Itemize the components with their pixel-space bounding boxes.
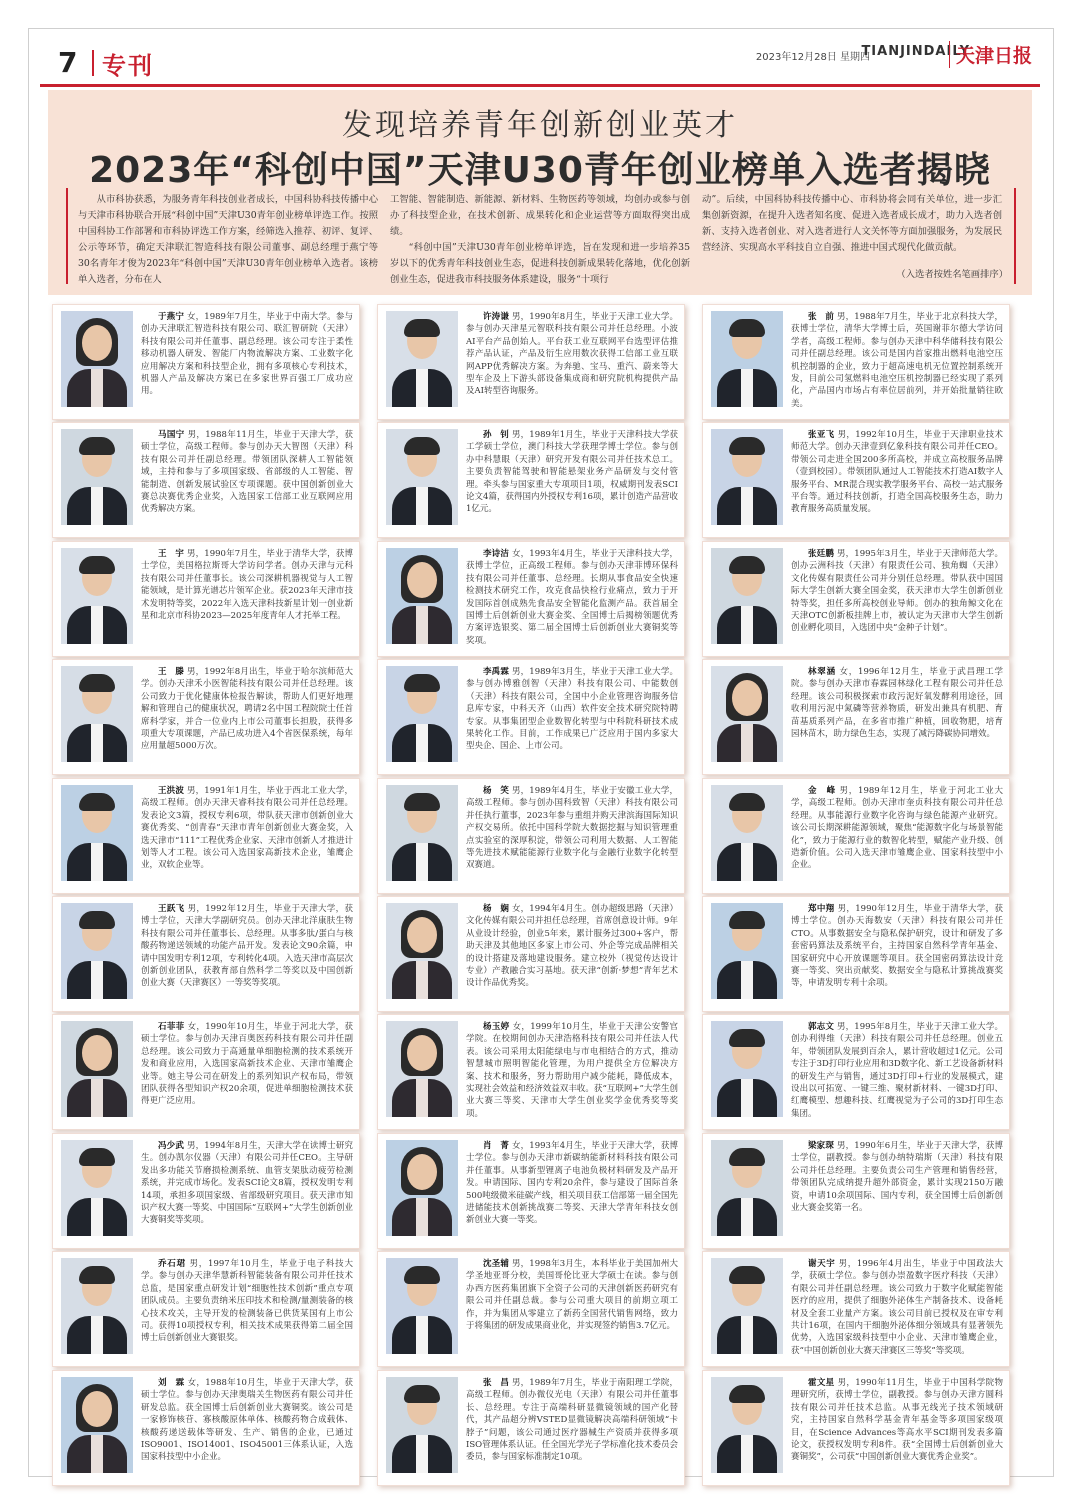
profile-bio: 男，1988年7月生，毕业于北京科技大学，获博士学位，清华大学博士后，英国谢菲尔德大学访问学者，高级工程师。参与创办天津中科华储科技有限公司并任副总经理。该公司是国内首家推出燃料电池空压机控制器的企业，致力于超高速电机无位置控制系统开发，目前公司氢燃料电池空压机控制器已经实现了系列化，产品国内市场占有率位居前列，并开始批量销往欧美。 bbox=[791, 312, 1003, 409]
profile-card bbox=[702, 896, 1010, 1012]
profile-card bbox=[52, 1251, 360, 1367]
profile-text bbox=[466, 429, 678, 533]
profile-bio: 女，1999年10月生，毕业于天津公安警官学院。在校期间创办天津浩格科技有限公司并任法人代表。该公司采用太阳能绿电与市电相结合的方式，推动智慧城市照明智能化管理，为用户提供全方位解决方案、技术和服务，努力帮助用户减少能耗，降低成本，实现社会效益和经济效益双丰收。获“互联网+”大学生创业大赛三等奖、天津市大学生创业奖学金优秀奖等奖项。 bbox=[466, 1022, 678, 1119]
profile-card bbox=[702, 1251, 1010, 1367]
profile-card bbox=[702, 1014, 1010, 1130]
profile-name: 王 滕 bbox=[158, 667, 185, 677]
profile-card bbox=[52, 1014, 360, 1130]
profile-bio: 男，1996年4月出生，毕业于中国政法大学，获硕士学位。参与创办崇盈数字医疗科技（天津）有限公司并任副总经理。该公司致力于数字化赋能智能医疗的应用，提供了细胞外泌体生产制备技术、设备耗材及全套工业量产方案。该公司目前已授权及在审专利共计16项，在国内干细胞外泌体细分领域具有显著领先优势，入选国家级科技型中小企业、天津市雏鹰企业，获“中国创新创业大赛天津赛区三等奖”等奖项。 bbox=[791, 1259, 1003, 1356]
profile-text bbox=[791, 1258, 1003, 1362]
portrait-photo bbox=[61, 429, 133, 525]
intro-paragraph: 动”。后续，中国科协科技传播中心、市科协将会同有关单位，进一步汇集创新资源，在提升入选者知名度、促进入选者成长成才，助力入选者创新、支持入选者创业、对入选者进行人文关怀等方面加强服务，为发展民营经济、实现高水平科技自立自强、推进中国式现代化做贡献。 bbox=[702, 194, 1002, 253]
profile-text bbox=[791, 1140, 1003, 1244]
profile-bio: 男，1990年11月生，毕业于中国科学院物理研究所，获博士学位，副教授。参与创办天津方圆科技有限公司并任技术总监。从事无线光子技术领域研究，主持国家自然科学基金青年基金等多项国家级项目，在Science Advances等高水平SCI期刊发表多篇论文，获授权发明专利8件。获“全国博士后创新创业大赛铜奖”，公司获“中国创新创业大赛优秀企业奖”。 bbox=[791, 1378, 1003, 1463]
profile-card bbox=[377, 1251, 685, 1367]
profile-name: 马国宁 bbox=[158, 430, 185, 440]
profile-card bbox=[377, 1370, 685, 1486]
profile-card bbox=[52, 659, 360, 775]
profile-name: 杨 娴 bbox=[483, 904, 510, 914]
profile-bio: 男，1992年8月出生，毕业于哈尔滨师范大学。创办天津禾小医智能科技有限公司并任总经理。该公司致力于优化健康体检报告解读，帮助人们更好地理解和管理自己的健康状况，聘请2名中国工程院院士任首席科学家，并合一位业内上市公司董事长担股，获得多项重大专项课题，产品已成功进入4个省医保系统，每年应用量超5000万次。 bbox=[141, 667, 353, 752]
profile-card bbox=[52, 1133, 360, 1249]
profile-card bbox=[377, 659, 685, 775]
issue-date: 2023年12月28日 星期四 bbox=[755, 52, 870, 63]
profile-name: 王 宇 bbox=[158, 549, 185, 559]
profile-name: 霍文星 bbox=[808, 1378, 835, 1388]
profile-card bbox=[377, 304, 685, 420]
portrait-photo bbox=[711, 903, 783, 999]
profile-card bbox=[702, 304, 1010, 420]
profile-name: 乔石珺 bbox=[158, 1259, 186, 1269]
portrait-photo bbox=[386, 311, 458, 407]
portrait-photo bbox=[386, 903, 458, 999]
profile-text bbox=[791, 1377, 1003, 1481]
profile-name: 李诗洁 bbox=[483, 549, 510, 559]
page-number: 7 bbox=[58, 46, 78, 79]
profile-name: 林翠涵 bbox=[808, 667, 836, 677]
profile-bio: 女，1988年10月生，毕业于天津大学，获硕士学位。参与创办天津奥瑞关生物医药有限公司并任研发总监。获全国博士后创新创业大赛铜奖。该公司是一家修饰核苷、寡核酸原体单体、核酸药物合成载体、核酸药递送载体等研发、生产、销售的企业，已通过ISO9001、ISO14001、ISO45001三体系认证，入选国家科技型中小企业。 bbox=[141, 1378, 353, 1463]
profile-card bbox=[52, 304, 360, 420]
intro-signature: （入选者按姓名笔画排序） bbox=[896, 269, 1008, 280]
profile-bio: 男，1997年10月生，毕业于电子科技大学。参与创办天津华慧新科智能装备有限公司并任技术总监，是国家重点研发计划“细胞性技术创新”重点专项团队成员。主要负责纳米压印技术和检测/量测装备的核心技术攻关，主导开发的检测装备已供货某国有上市公司。获得10项授权专利，相关技术成果获得第二届全国博士后创新创业大赛银奖。 bbox=[141, 1259, 353, 1344]
profile-text bbox=[466, 548, 678, 652]
profile-name: 于燕宁 bbox=[158, 312, 185, 322]
profile-card bbox=[377, 1133, 685, 1249]
profile-bio: 男，1992年12月生，毕业于天津大学，获博士学位，天津大学副研究员。创办天津北洋康肤生物科技有限公司并任董事长、总经理。从事多肽/蛋白与核酸药物递送领域的功能产品开发。发表论文90余篇，申请中国发明专利12项，专利转化4项。入选天津市高层次创新创业团队，获教育部自然科学二等奖以及中国创新创业大赛（天津赛区）一等奖等奖项。 bbox=[141, 904, 353, 989]
profile-name: 冯少武 bbox=[158, 1141, 185, 1151]
profile-name: 张 昌 bbox=[483, 1378, 510, 1388]
portrait-photo bbox=[386, 548, 458, 644]
intro-paragraph: 工智能、智能制造、新能源、新材料、生物医药等领域，均创办或参与创办了科技型企业，在技术创新、成果转化和企业运营等方面取得突出成绩。 bbox=[390, 194, 690, 237]
portrait-photo bbox=[386, 1140, 458, 1236]
portrait-photo bbox=[61, 1258, 133, 1354]
newspaper-logo: 天津日报 bbox=[949, 41, 1032, 68]
profile-text bbox=[791, 311, 1003, 415]
portrait-photo bbox=[386, 666, 458, 762]
profile-card bbox=[377, 1014, 685, 1130]
profile-name: 许涛谦 bbox=[483, 312, 510, 322]
intro-paragraph: 从市科协获悉，为服务青年科技创业者成长，中国科协科技传播中心与天津市科协联合开展“科创中国”天津U30青年创业榜单评选工作。按照中国科协工作部署和市科协评选工作方案，经筛选入推荐、初评、复评、公示等环节，确定天津联汇智造科技有限公司董事、副总经理于燕宁等30名青年才俊为2023年“科创中国”天津U30青年创业榜单入选者。该榜单入选者，分布在人 bbox=[78, 194, 378, 285]
profile-name: 王洪波 bbox=[158, 786, 185, 796]
profile-bio: 男，1990年7月生，毕业于清华大学，获博士学位，美国格拉斯哥大学访问学者。创办天津与元科技有限公司并任董事长。该公司深耕机器视觉与人工智能领域，是计算光谱芯片领军企业。获2023年天津市技术发明特等奖，2022年入选天津科技新星计划一创业新星和北京市科协2023—2025年度青年人才托举工程。 bbox=[141, 549, 353, 622]
profile-bio: 男，1998年3月生，本科毕业于美国加州大学圣地亚哥分校，美国哥伦比亚大学硕士在读。参与创办西方医药集团旗下全资子公司的天津创新医药研究有限公司并任副总裁。参与公司重大项目的前期立项工作，并为集团从零建立了新药全国营代销售网络，致力于将集团的研发成果商业化，并实现签约销售3.7亿元。 bbox=[466, 1259, 678, 1332]
portrait-photo bbox=[61, 1140, 133, 1236]
profile-bio: 男，1995年8月生，毕业于天津工业大学。创办利得维（天津）科技有限公司并任总经理。创业五年，带领团队发展到百余人，累计营收超过1亿元。公司专注于3D打印行业应用和3D数字化、新工艺设备新材料的研发生产与销售，通过3D打印+行业的发展模式，建设出以可拓宽、一键三维、聚材新材料、一键3D打印、红鹰模型、想趣科技、红鹰视觉为子公司的3D打印生态集团。 bbox=[791, 1022, 1003, 1119]
portrait-photo bbox=[61, 903, 133, 999]
profile-name: 郭志文 bbox=[808, 1022, 835, 1032]
profile-name: 金 峰 bbox=[808, 786, 836, 796]
profile-name: 梁家琛 bbox=[808, 1141, 835, 1151]
profile-text bbox=[141, 1377, 353, 1481]
header-rule bbox=[40, 84, 1040, 87]
profile-bio: 女，1996年12月生，毕业于武昌理工学院。参与创办天津市春霖园林绿化工程有限公司并任总经理。该公司积极探索市政污泥好氧发酵利用途径，回收利用污泥中氮磷等营养物质，研发出兼具有机肥、育苗基质系列产品，在多省市推广种植，回收物肥，培育园林苗木，助力绿色生态，实现了减污降碳协同增效。 bbox=[791, 667, 1003, 740]
profile-text bbox=[466, 1021, 678, 1125]
profile-text bbox=[466, 311, 678, 415]
profile-name: 杨 笑 bbox=[483, 786, 510, 796]
section-title: 专刊 bbox=[102, 52, 154, 80]
profile-text bbox=[141, 1021, 353, 1125]
profile-text bbox=[791, 903, 1003, 1007]
profile-bio: 男，1994年8月生，天津大学在读博士研究生。创办凯尔仪器（天津）有限公司并任CEO。主导研发出多功能关节磨损检测系统、血管支架肽动疲劳检测系统，并完成市场化。发表SCI论文8篇，授权发明专利14项，承担多项国家级、省部级研究项目。获天津市知识产权大赛一等奖、中国国际“互联网+”大学生创新创业大赛铜奖等奖项。 bbox=[141, 1141, 353, 1226]
profile-text bbox=[466, 666, 678, 770]
profile-text bbox=[141, 548, 353, 652]
profile-text bbox=[466, 1258, 678, 1362]
profile-name: 李禹霖 bbox=[483, 667, 510, 677]
profile-text bbox=[141, 903, 353, 1007]
portrait-photo bbox=[61, 1021, 133, 1117]
profile-text bbox=[791, 785, 1003, 889]
portrait-photo bbox=[711, 1140, 783, 1236]
portrait-photo bbox=[61, 1377, 133, 1473]
profile-name: 张亚飞 bbox=[808, 430, 835, 440]
portrait-photo bbox=[61, 785, 133, 881]
profile-card bbox=[377, 778, 685, 894]
profile-card bbox=[52, 896, 360, 1012]
profile-name: 刘 霖 bbox=[158, 1378, 185, 1388]
portrait-photo bbox=[711, 666, 783, 762]
profile-text bbox=[791, 548, 1003, 652]
profile-text bbox=[141, 1140, 353, 1244]
page-header bbox=[40, 40, 1040, 80]
profile-card bbox=[702, 541, 1010, 657]
portrait-photo bbox=[61, 548, 133, 644]
profile-bio: 男，1989年12月生，毕业于河北工业大学，高级工程师。创办天津市奎贞科技有限公司并任总经理。从事能源行业数字化咨询与绿色能源产业研究。该公司长期深耕能源领域，聚焦“能源数字化与场景智能化”，致力于能源行业的数智化转型，赋能产业升级、创造新价值。公司入选天津市雏鹰企业、国家科技型中小企业。 bbox=[791, 786, 1003, 871]
profile-bio: 男，1989年1月生，毕业于天津科技大学获工学硕士学位，澳门科技大学获理学博士学位。参与创办中科慧眼（天津）研究开发有限公司并任技术总工。主要负责智能驾驶和智能悬架业务产品研发与交付管理。牵头参与国家重大专项项目1项，权威期刊发表SCI论文4篇，获得国内外授权专利16项，累计创造产品营收1亿元。 bbox=[466, 430, 678, 515]
paper-name: TIANJINDAILY bbox=[861, 44, 970, 59]
profile-bio: 男，1989年3月生，毕业于天津工业大学。参与创办博雅创智（天津）科技有限公司、中能数创（天津）科技有限公司，全国中小企业管理咨询服务信息库专家，中科天齐（山西）软件安全技术研究院特聘专家。从事集团型企业数智化转型与中科院科研技术成果转化工作。目前，工作成果已广泛应用于国内多家大型央企、国企、上市公司。 bbox=[466, 667, 678, 752]
portrait-photo bbox=[386, 1258, 458, 1354]
portrait-photo bbox=[61, 666, 133, 762]
profile-text bbox=[141, 311, 353, 415]
profile-text bbox=[141, 785, 353, 889]
portrait-photo bbox=[61, 311, 133, 407]
portrait-photo bbox=[386, 1377, 458, 1473]
profile-bio: 女，1993年4月生，毕业于天津大学，获博士学位。参与创办天津市新碳纳能新材料科技有限公司并任董事。从事新型锂离子电池负极材料研发及产品开发。申请国际、国内专利20余件，参与建设了国际首条500吨级微米硅碳产线，相关项目获工信部第一届全国先进储能技术创新挑战赛二等奖、天津大学青年科技女创新创业大赛一等奖。 bbox=[466, 1141, 678, 1226]
profile-card bbox=[702, 778, 1010, 894]
profile-bio: 女，1993年4月生，毕业于天津科技大学，获博士学位，正高级工程师。参与创办天津菲博环保科技有限公司并任董事、总经理。长期从事食品安全快速检测技术研究工作，攻克食品快检行业痛点，致力于开发国际首创成熟先食品安全智能化监测产品。获首届全国博士后创新创业大赛金奖、全国博士后揭榜领题优秀方案评选银奖、第二届全国博士后创新创业大赛铜奖等奖项。 bbox=[466, 549, 678, 646]
intro-column-2 bbox=[390, 192, 690, 288]
profile-bio: 男，1989年7月生，毕业于南阳理工学院，高级工程师。创办微仪光电（天津）有限公司并任董事长、总经理。专注于高端科研显微镜领域的国产化替代，其产品超分辨VSTED显微镜解决高端科研领域“卡脖子”问题，该公司通过医疗器械生产资质并获得多项ISO管理体系认证。任全国光学光子学标准化技术委员会委员，参与国家标准制定10项。 bbox=[466, 1378, 678, 1463]
profile-name: 张廷鹏 bbox=[808, 549, 835, 559]
profile-text bbox=[141, 429, 353, 533]
portrait-photo bbox=[711, 548, 783, 644]
portrait-photo bbox=[711, 1021, 783, 1117]
header-divider bbox=[92, 50, 94, 76]
profile-card bbox=[702, 659, 1010, 775]
profile-card bbox=[702, 422, 1010, 538]
profile-text bbox=[466, 1140, 678, 1244]
profile-bio: 男，1992年10月生，毕业于天津职业技术师范大学。创办天津壹到亿象科技有限公司并任CEO。带领公司走进全国200多所高校，并成立高校服务品牌（壹到校园）。带领团队通过人工智能技术打造AI数字人服务平台、MR混合现实教学服务平台、高校一站式服务平台等。通过科技创新，打造全国高校服务生态，助力教育服务高质量发展。 bbox=[791, 430, 1003, 515]
headline-subtitle: 发现培养青年创新创业英才 bbox=[342, 108, 738, 143]
intro-column-3 bbox=[702, 192, 1002, 256]
profile-name: 杨玉婷 bbox=[483, 1022, 510, 1032]
profile-bio: 女，1994年4月生。创办超级思路（天津）文化传媒有限公司并担任总经理，首席创意设计师。9年从业设计经验，创业5年来，累计服务过300+客户，帮助天津及其他地区多家上市公司、外企等完成品牌相关的设计搭建及落地建设服务。建立校外（视觉传达设计专业）产教融合实习基地。获天津“创新·梦想”青年艺术设计作品优秀奖。 bbox=[466, 904, 678, 989]
profile-card bbox=[377, 422, 685, 538]
profile-bio: 女，1989年7月生，毕业于中南大学。参与创办天津联汇智造科技有限公司、联汇智研院（天津）科技有限公司并任董事、副总经理。该公司专注于柔性移动机器人研发、智能厂内物流解决方案、工业数字化应用解决方案和科技型企业，拥有多项核心专利技术，机器人产品及解决方案已在多家世界百强工厂成功应用。 bbox=[141, 312, 353, 397]
portrait-photo bbox=[711, 311, 783, 407]
profile-bio: 男，1990年12月生，毕业于清华大学，获博士学位。创办天海数安（天津）科技有限公司并任CTO。从事数据安全与隐私保护研究，设计和研发了多套密码算法及系统平台，主持国家自然科学青年基金、国家研究中心开放课题等项目。获全国密码算法设计竞赛一等奖、突出贡献奖、数据安全与隐私计算挑战赛奖等，申请发明专利十余项。 bbox=[791, 904, 1003, 989]
profile-text bbox=[141, 666, 353, 770]
profile-text bbox=[466, 903, 678, 1007]
portrait-photo bbox=[711, 785, 783, 881]
profile-text bbox=[466, 1377, 678, 1481]
profile-text bbox=[466, 785, 678, 889]
profile-bio: 男，1991年1月生，毕业于西北工业大学，高级工程师。创办天津天睿科技有限公司并任总经理。发表论文3篇，授权专利6项，带队获天津市创新创业大赛优秀奖、“创青春”天津市青年创新创业大赛金奖，入选天津市“111”工程优秀企业家、天津市创新人才推进计划等人才工程。该公司入选国家高新技术企业，雏鹰企业，双软企业等。 bbox=[141, 786, 353, 871]
profile-card bbox=[702, 1133, 1010, 1249]
portrait-photo bbox=[386, 429, 458, 525]
portrait-photo bbox=[386, 1021, 458, 1117]
intro-column-1 bbox=[78, 192, 378, 288]
portrait-photo bbox=[711, 1377, 783, 1473]
headline-title: 2023年“科创中国”天津U30青年创业榜单入选者揭晓 bbox=[89, 150, 991, 191]
profile-card bbox=[52, 422, 360, 538]
headline-band bbox=[48, 90, 1032, 295]
profile-card bbox=[702, 1370, 1010, 1486]
profile-name: 谢天宇 bbox=[808, 1259, 836, 1269]
portrait-photo bbox=[711, 1258, 783, 1354]
profile-name: 张 前 bbox=[808, 312, 835, 322]
portrait-photo bbox=[386, 785, 458, 881]
profile-name: 郑中翔 bbox=[808, 904, 835, 914]
profile-name: 肖 菁 bbox=[483, 1141, 510, 1151]
profile-bio: 男，1990年6月生，毕业于天津大学，获博士学位，副教授。参与创办纳特瑞斯（天津）科技有限公司并任总经理。主要负责公司生产管理和销售经营，带领团队完成纳提升超外部资金，累计实现2150万融资，申请10余项国际、国内专利，获全国博士后创新创业大赛金奖第一名。 bbox=[791, 1141, 1003, 1214]
profile-card bbox=[52, 778, 360, 894]
profile-bio: 男，1989年4月生，毕业于安徽工业大学，高级工程师。参与创办国科致智（天津）科技有限公司并任执行董事，2023年参与重组并购天津滨海国际知识产权交易所。依托中国科学院大数据挖掘与知识管理重点实验室的深厚积淀，带领公司利用大数据、人工智能等先进技术赋能能源行业数字化与金融行业数字化转型双赛道。 bbox=[466, 786, 678, 871]
profile-name: 石菲菲 bbox=[158, 1022, 185, 1032]
profile-card bbox=[52, 541, 360, 657]
profile-text bbox=[141, 1258, 353, 1362]
profile-text bbox=[791, 429, 1003, 533]
profile-text bbox=[791, 1021, 1003, 1125]
profile-name: 孙 钊 bbox=[483, 430, 510, 440]
profile-card bbox=[377, 541, 685, 657]
portrait-photo bbox=[711, 429, 783, 525]
profile-bio: 男，1995年3月生，毕业于天津师范大学。创办云洲科技（天津）有限责任公司、独角蜘（天津）文化传媒有限责任公司并分别任总经理。带队获中国国际大学生创新大赛全国金奖，获天津市大学生创新创业特等奖，担任多所高校创业导师。创办的独角鲸文化在天津OTC创新板挂牌上市，被认定为天津市大学生创新创业孵化项目，入选团中央“金种子计划”。 bbox=[791, 549, 1003, 634]
intro-paragraph: “科创中国”天津U30青年创业榜单评选，旨在发现和进一步培养35岁以下的优秀青年科技创业生态，促进科技创新成果转化落地，优化创新创业生态，促进我市科技服务体系建设，服务“十项行 bbox=[390, 242, 690, 285]
profile-card bbox=[52, 1370, 360, 1486]
profile-bio: 男，1988年11月生，毕业于天津大学，获硕士学位，高级工程师。参与创办天大智图（天津）科技有限公司并任副总经理。带领团队深耕人工智能领域，主持和参与了多项国家级、省部级的人工智能、智能制造、创新发展试验区专项课题。获中国创新创业大赛总决赛优秀企业奖，入选国家工信部工业互联网应用优秀解决方案。 bbox=[141, 430, 353, 515]
profile-name: 王跃飞 bbox=[158, 904, 185, 914]
profile-bio: 男，1990年8月生，毕业于天津工业大学。参与创办天津星元智联科技有限公司并任总经理。小波AI平台产品创始人。平台获工业互联网平台选型评估推荐产品认证，产品及衍生应用数次获得工信部工业互联网APP优秀解决方案。为奔驰、宝马、重汽、蔚来等大型车企及上下游头部设备集成商和研究院机构提供产品及AI转型咨询服务。 bbox=[466, 312, 678, 397]
profile-name: 沈圣辅 bbox=[483, 1259, 510, 1269]
profile-bio: 女，1990年10月生，毕业于河北大学，获硕士学位。参与创办天津百奥医药科技有限公司并任副总经理。该公司致力于高通量单细胞检测的技术系统开发和商业应用，入选国家高新技术企业、天津市雏鹰企业等。她主导公司在研发上的系列知识产权布局，带领团队获得各型知识产权20余项，促进单细胞检测技术获得更广泛应用。 bbox=[141, 1022, 353, 1107]
profile-card bbox=[377, 896, 685, 1012]
profile-text bbox=[791, 666, 1003, 770]
